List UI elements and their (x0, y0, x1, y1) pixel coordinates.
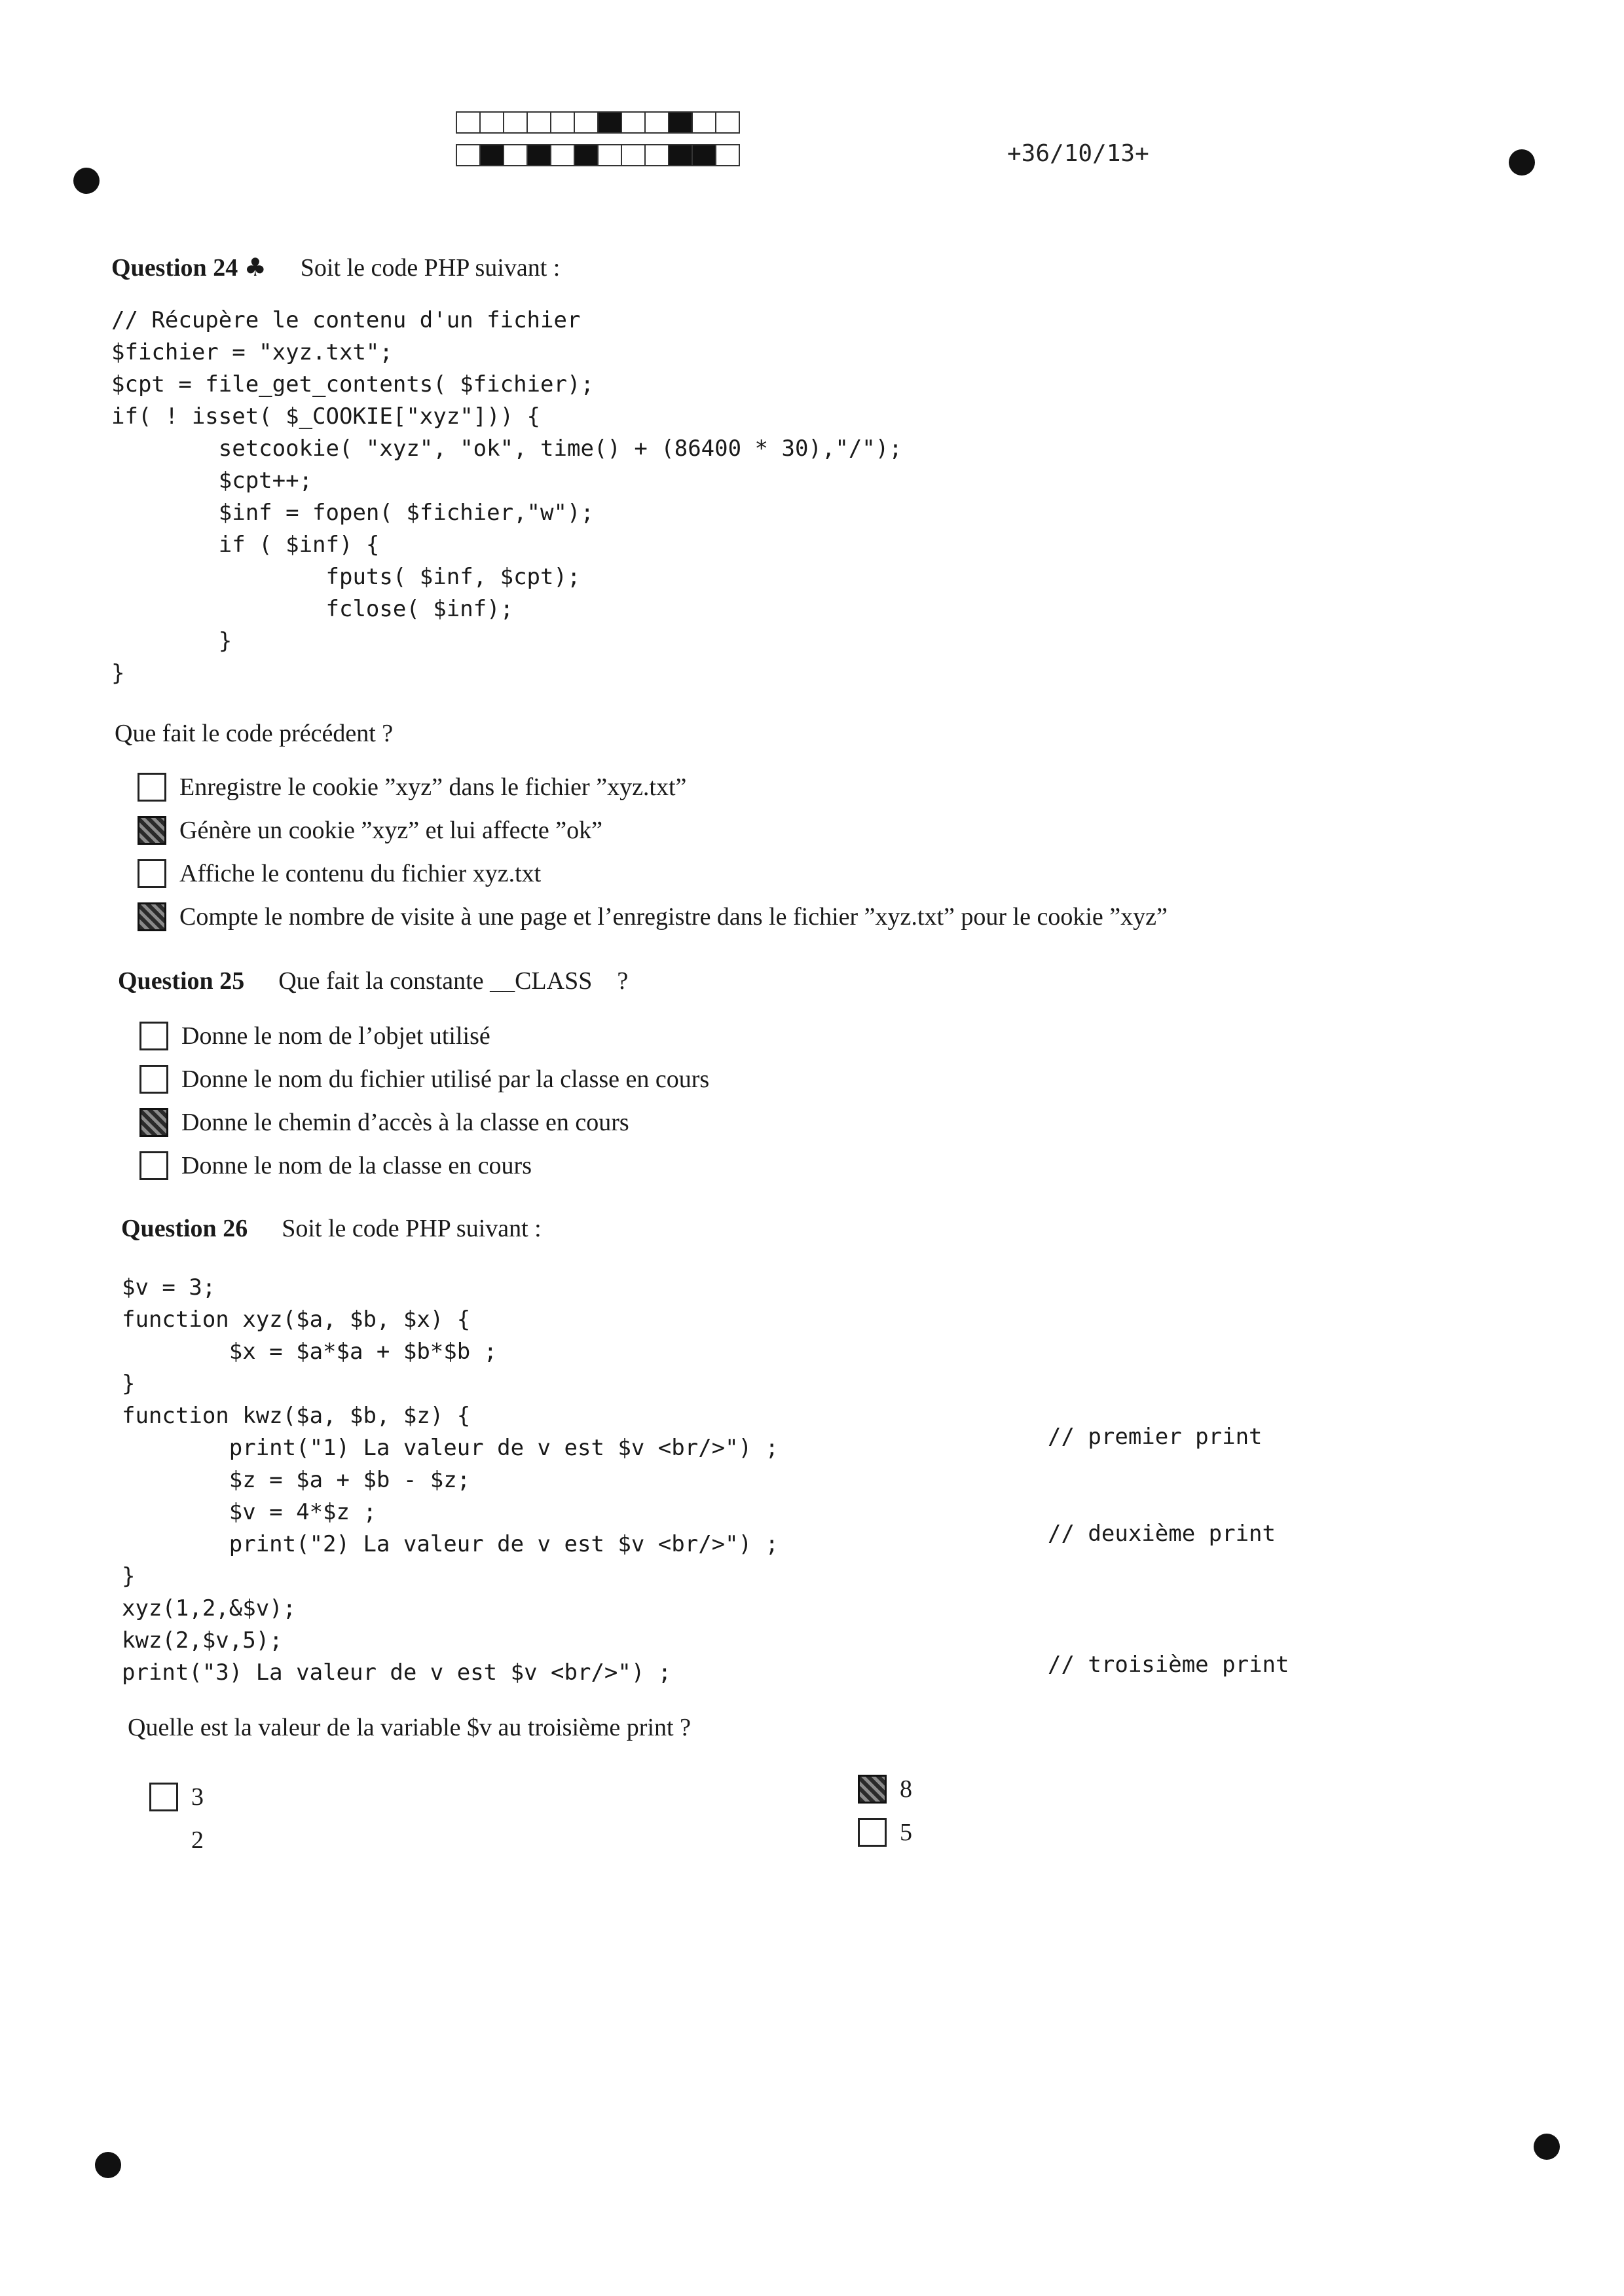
id-grid-cell (668, 144, 693, 166)
id-grid-cell (550, 111, 575, 134)
comment-deuxieme-print: // deuxième print (1048, 1521, 1276, 1547)
question-24-header (111, 253, 560, 282)
id-grid-cell (692, 111, 716, 134)
q25-answer-4-checkbox[interactable] (139, 1151, 168, 1180)
q24-answer-4[interactable]: Compte le nombre de visite à une page et l’enregistre dans le fichier ”xyz.txt” pour le cookie ”xyz” (138, 902, 1168, 931)
question-24-question: Que fait le code précédent ? (115, 720, 394, 747)
id-grid-cell (644, 144, 669, 166)
q25-answer-3[interactable]: Donne le chemin d’accès à la classe en cours (139, 1108, 629, 1137)
id-grid-cell (574, 111, 599, 134)
question-26-question: Quelle est la valeur de la variable $v au troisième print ? (128, 1714, 691, 1741)
id-grid-cell (526, 144, 551, 166)
question-26-number: Question 26 (121, 1215, 248, 1242)
question-25-prompt: Que fait la constante __CLASS ? (278, 967, 629, 995)
q26-answer-4-checkbox[interactable] (858, 1818, 887, 1847)
registration-mark-bottom-right (1534, 2134, 1560, 2160)
page-id: +36/10/13+ (1007, 140, 1149, 167)
q26-answer-2-checkbox[interactable] (149, 1826, 178, 1855)
question-24-number: Question 24 ♣ (111, 253, 267, 282)
id-grid-cell (526, 111, 551, 134)
q24-answer-1-checkbox[interactable] (138, 773, 166, 802)
q26-answer-1[interactable]: 3 (149, 1783, 204, 1811)
q25-answer-3-checkbox[interactable] (139, 1108, 168, 1137)
id-grid-cell (715, 111, 740, 134)
q25-answer-2[interactable]: Donne le nom du fichier utilisé par la classe en cours (139, 1065, 709, 1094)
question-25-number: Question 25 (118, 967, 245, 995)
comment-troisieme-print: // troisième print (1048, 1652, 1289, 1678)
q26-answer-3-checkbox[interactable] (858, 1775, 887, 1804)
id-grid-cell (597, 111, 622, 134)
id-grid-cell (644, 111, 669, 134)
id-grid-cell (503, 144, 528, 166)
question-24-prompt: Soit le code PHP suivant : (300, 254, 561, 282)
q24-answer-1[interactable]: Enregistre le cookie ”xyz” dans le fichier ”xyz.txt” (138, 773, 686, 802)
registration-mark-top-left (73, 168, 100, 194)
id-grid-cell (692, 144, 716, 166)
comment-premier-print: // premier print (1048, 1424, 1263, 1450)
club-icon: ♣ (244, 253, 267, 282)
registration-mark-top-right (1509, 149, 1535, 176)
question-24-code: // Récupère le contenu d'un fichier $fichier = "xyz.txt"; $cpt = file_get_contents( $fichier); if( ! isset( $_COOKIE["xyz"])) { setcookie( "xyz", "ok", time() + (86400 * 30),"/"); $cpt++; $inf = fopen( $fichier,"w"); if ( $inf) { fputs( $inf, $cpt); fclose( $inf); } } (111, 307, 902, 686)
id-grid-cell (456, 144, 481, 166)
id-grid-cell (621, 111, 646, 134)
id-grid-cell (456, 111, 481, 134)
q26-answer-4[interactable]: 5 (858, 1818, 912, 1847)
q24-answer-3-checkbox[interactable] (138, 859, 166, 888)
q26-answer-3[interactable]: 8 (858, 1775, 912, 1804)
q25-answer-4[interactable]: Donne le nom de la classe en cours (139, 1151, 532, 1180)
q26-answer-1-checkbox[interactable] (149, 1783, 178, 1811)
id-grid-cell (597, 144, 622, 166)
q25-answer-1[interactable]: Donne le nom de l’objet utilisé (139, 1022, 490, 1050)
q25-answer-1-checkbox[interactable] (139, 1022, 168, 1050)
id-grid-cell (479, 111, 504, 134)
q24-answer-4-checkbox[interactable] (138, 902, 166, 931)
id-grid-cell (668, 111, 693, 134)
id-grid-row-2 (457, 144, 740, 166)
q24-answer-3[interactable]: Affiche le contenu du fichier xyz.txt (138, 859, 541, 888)
id-grid-cell (574, 144, 599, 166)
question-26-code: $v = 3; function xyz($a, $b, $x) { $x = $a*$a + $b*$b ; } function kwz($a, $b, $z) { print("1) La valeur de v est $v <br/>") ; $z = $a + $b - $z; $v = 4*$z ; print("2) La valeur de v est $v <br/>") ; } xyz(1,2,&$v); kwz(2,$v,5); print("3) La valeur de v est $v <br/>") ; (122, 1274, 779, 1686)
question-26-prompt: Soit le code PHP suivant : (282, 1215, 542, 1242)
question-26-header (121, 1214, 542, 1243)
q24-answer-2-checkbox[interactable] (138, 816, 166, 845)
q26-answer-2[interactable]: 2 (149, 1826, 204, 1855)
id-grid-cell (503, 111, 528, 134)
q25-answer-2-checkbox[interactable] (139, 1065, 168, 1094)
id-grid-cell (715, 144, 740, 166)
q24-answer-2[interactable]: Génère un cookie ”xyz” et lui affecte ”ok” (138, 816, 602, 845)
id-grid-cell (550, 144, 575, 166)
question-25-header (118, 967, 628, 995)
id-grid-cell (479, 144, 504, 166)
registration-mark-bottom-left (95, 2152, 121, 2178)
id-grid-row-1 (457, 111, 740, 134)
id-grid-cell (621, 144, 646, 166)
